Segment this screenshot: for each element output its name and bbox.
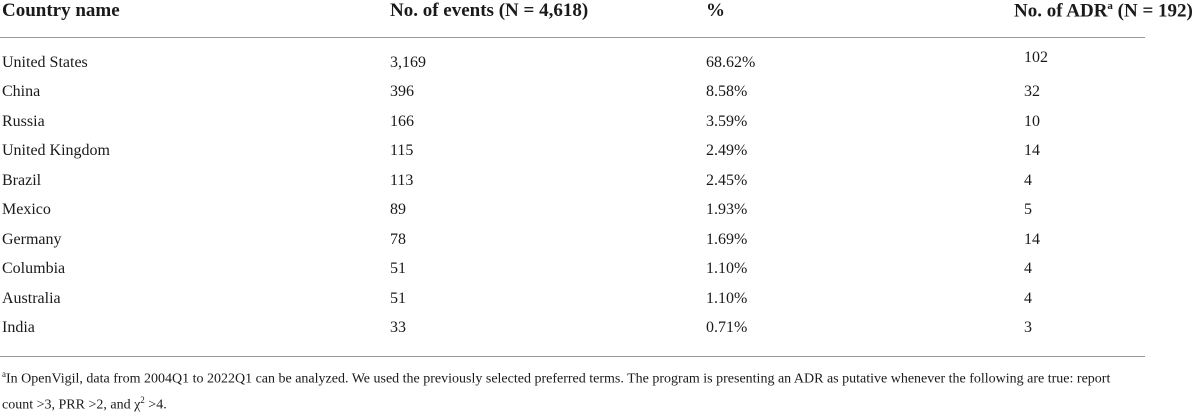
- cell-percent: 1.69%: [706, 230, 748, 248]
- cell-country: Germany: [2, 230, 62, 248]
- cell-events: 33: [390, 319, 406, 337]
- cell-country: United States: [2, 53, 88, 71]
- header-row: [0, 0, 1145, 38]
- cell-percent: 1.93%: [706, 201, 748, 219]
- cell-adr-value: 3: [1024, 319, 1032, 337]
- cell-adr: [1012, 166, 1145, 196]
- table-row: [0, 38, 1145, 78]
- header-adr: [1012, 0, 1193, 38]
- cell-adr: [1012, 78, 1145, 108]
- cell-percent: 1.10%: [706, 260, 748, 278]
- cell-percent: 1.10%: [706, 289, 748, 307]
- cell-adr: [1012, 107, 1145, 137]
- table-footnote: [2, 364, 1142, 415]
- cell-country: China: [2, 83, 41, 101]
- cell-adr-value: 4: [1024, 171, 1032, 189]
- footnote-chi-superscript: 2: [140, 394, 145, 405]
- cell-adr-value: 10: [1024, 112, 1040, 130]
- cell-adr: [1012, 284, 1145, 314]
- cell-percent: 3.59%: [706, 112, 748, 130]
- cell-country: India: [2, 319, 35, 337]
- cell-adr-value: 4: [1024, 289, 1032, 307]
- table-body: [0, 38, 1145, 344]
- cell-country: Columbia: [2, 260, 66, 278]
- table-row: [0, 314, 1145, 344]
- cell-events: 78: [390, 230, 406, 248]
- cell-percent: 68.62%: [706, 53, 756, 71]
- cell-adr-value: 5: [1024, 201, 1032, 219]
- cell-adr-value: 14: [1024, 142, 1040, 160]
- cell-percent: 0.71%: [706, 319, 748, 337]
- cell-adr-value: 14: [1024, 230, 1040, 248]
- table-row: [0, 78, 1145, 108]
- cell-country: Brazil: [2, 171, 42, 189]
- cell-events: 89: [390, 201, 406, 219]
- header-adr-footnote-marker: a: [1107, 0, 1113, 12]
- cell-adr: [1012, 225, 1145, 255]
- table-row: [0, 196, 1145, 226]
- table-header: [0, 0, 1193, 38]
- cell-adr: [1012, 137, 1145, 167]
- cell-events: 51: [390, 260, 406, 278]
- table-row: [0, 137, 1145, 167]
- footnote-text-end: >4.: [144, 397, 167, 413]
- cell-percent: 2.45%: [706, 171, 748, 189]
- footnote-marker: a: [2, 369, 6, 379]
- cell-percent: 2.49%: [706, 142, 748, 160]
- table-bottom-rule: [0, 356, 1145, 357]
- cell-adr-value: 4: [1024, 260, 1032, 278]
- cell-country: Mexico: [2, 201, 51, 219]
- header-adr-count: (N = 192): [1112, 0, 1193, 22]
- cell-country: Russia: [2, 112, 45, 130]
- header-country: Country name: [0, 0, 390, 38]
- cell-country: Australia: [2, 289, 61, 307]
- table-row: [0, 284, 1145, 314]
- table-row: [0, 107, 1145, 137]
- footnote-chi-symbol: χ: [134, 397, 141, 413]
- cell-events: 396: [390, 83, 414, 101]
- cell-events: 3,169: [390, 53, 426, 71]
- header-events: No. of events (N = 4,618): [390, 0, 704, 38]
- cell-adr: [1012, 255, 1145, 285]
- header-percent: %: [704, 0, 1012, 38]
- cell-events: 166: [390, 112, 414, 130]
- cell-country: United Kingdom: [2, 142, 110, 160]
- header-adr-label: No. of ADR: [1014, 0, 1108, 22]
- table-row: [0, 166, 1145, 196]
- table-row: [0, 255, 1145, 285]
- cell-adr: [1012, 196, 1145, 226]
- cell-events: 51: [390, 289, 406, 307]
- cell-adr: [1012, 38, 1145, 78]
- cell-percent: 8.58%: [706, 83, 748, 101]
- cell-adr: [1012, 314, 1145, 344]
- cell-events: 113: [390, 171, 414, 189]
- cell-adr-value: 102: [1024, 48, 1048, 66]
- cell-events: 115: [390, 142, 414, 160]
- table-row: [0, 225, 1145, 255]
- footnote-text: In OpenVigil, data from 2004Q1 to 2022Q1 can be analyzed. We used the previously selected preferred terms. The program is presenting an ADR as putative whenever the following are true: report count >3, PRR >2, and: [2, 371, 1111, 413]
- cell-adr-value: 32: [1024, 83, 1040, 101]
